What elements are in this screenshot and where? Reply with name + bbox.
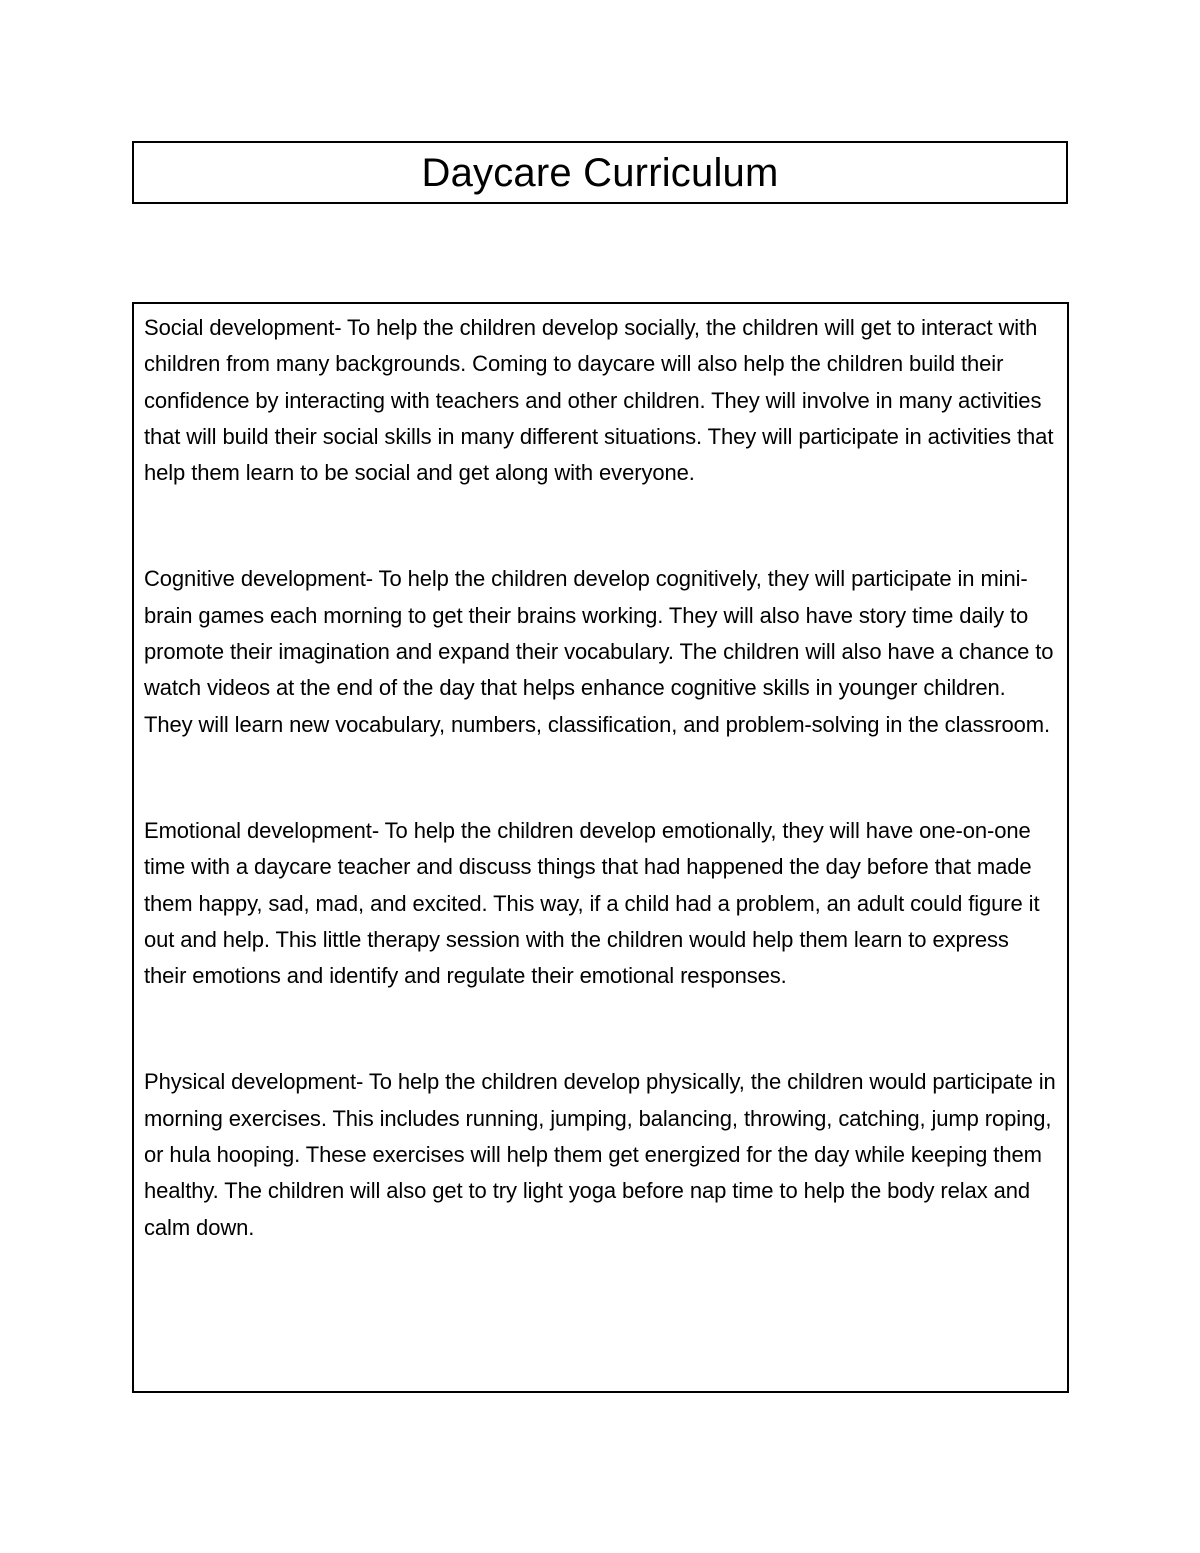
section-heading: Cognitive development- [144, 566, 373, 592]
page-title: Daycare Curriculum [421, 150, 779, 195]
section-cognitive [144, 561, 1057, 742]
section-heading: Social development- [144, 315, 342, 340]
section-physical [144, 1064, 1057, 1245]
section-heading: Physical development- [144, 1069, 364, 1095]
section-body: To help the children develop emotionally, they will have one-on-one time with a daycare teacher and discuss things that had happened the day before that made them happy, sad, mad, and excited. This way, if a child had a problem, an adult could figure it out and help. This little therapy session with the children would help them learn to express their emotions and identify and regulate their emotional responses. [144, 817, 1040, 989]
curriculum-content-box [132, 302, 1069, 1393]
section-body: To help the children develop socially, the children will get to interact with children from many backgrounds. Coming to daycare will also help the children build their confidence by interacting with teachers and other children. They will involve in many activities that will build their social skills in many different situations. They will participate in activities that help them learn to be social and get along with everyone. [144, 315, 1054, 486]
section-emotional [144, 813, 1057, 994]
section-heading: Emotional development- [144, 817, 380, 843]
section-social [144, 310, 1057, 491]
section-body: To help the children develop physically, the children would participate in morning exercises. This includes running, jumping, balancing, throwing, catching, jump roping, or hula hooping. These exercises will help them get energized for the day while keeping them healthy. The children will also get to try light yoga before nap time to help the body relax and calm down. [144, 1069, 1056, 1240]
title-box [132, 141, 1068, 204]
section-body: To help the children develop cognitively, they will participate in mini-brain games each morning to get their brains working. They will also have story time daily to promote their imagination and expand their vocabulary. The children will also have a chance to watch videos at the end of the day that helps enhance cognitive skills in younger children. They will learn new vocabulary, numbers, classification, and problem-solving in the classroom. [144, 566, 1054, 737]
